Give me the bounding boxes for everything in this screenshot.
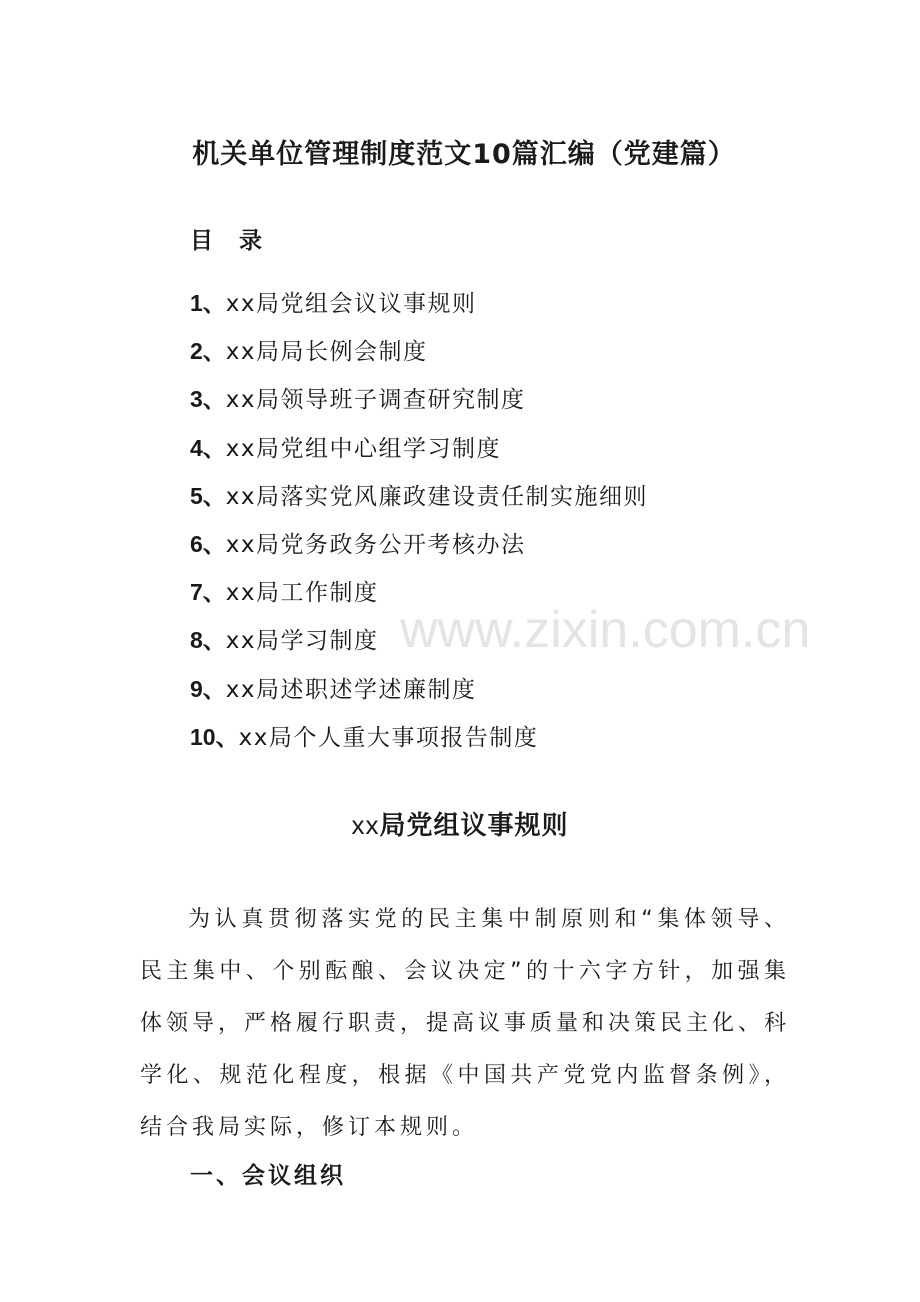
toc-item-text: xx局个人重大事项报告制度 [238, 724, 539, 751]
toc-item-text: xx局党组会议议事规则 [225, 291, 477, 317]
toc-item-number: 5、 [190, 482, 226, 509]
toc-item [190, 479, 648, 527]
toc-item [190, 334, 648, 382]
toc-item [190, 527, 648, 575]
toc-item-text: xx局述职述学述廉制度 [225, 676, 477, 703]
toc-item-number: 6、 [190, 530, 226, 557]
toc-item-number: 3、 [190, 386, 226, 413]
document-title: 机关单位管理制度范文10篇汇编（党建篇） [192, 139, 736, 170]
toc-item [190, 382, 648, 430]
table-of-contents [190, 286, 648, 768]
section-title [0, 805, 920, 842]
toc-item-text: xx局党务政务公开考核办法 [225, 531, 526, 558]
toc-heading: 目 录 [190, 228, 272, 254]
toc-item-number: 9、 [190, 675, 226, 702]
toc-item-text: xx局工作制度 [225, 580, 379, 607]
toc-item-number: 10、 [190, 723, 239, 750]
toc-item-number: 7、 [190, 579, 226, 606]
body-paragraph: 为认真贯彻落实党的民主集中制原则和“集体领导、民主集中、个别酝酿、会议决定”的十六字方针，加强集体领导，严格履行职责，提高议事质量和决策民主化、科学化、规范化程度，根据《中国共产党党内监督条例》，结合我局实际，修订本规则。 [140, 907, 791, 1140]
toc-item-number: 4、 [190, 434, 226, 461]
toc-item [190, 286, 648, 334]
section-subheading: 一、会议组织 [190, 1163, 346, 1189]
section-title-prefix: xx [351, 810, 380, 840]
toc-item-text: xx局学习制度 [225, 628, 379, 655]
section-title-text: 局党组议事规则 [379, 811, 569, 841]
toc-item [190, 431, 648, 479]
toc-item-number: 8、 [190, 627, 226, 654]
toc-item-text: xx局局长例会制度 [225, 339, 428, 366]
toc-item-number: 1、 [190, 290, 226, 316]
toc-item-number: 2、 [190, 338, 226, 365]
toc-item [190, 720, 648, 768]
toc-item-text: xx局党组中心组学习制度 [225, 435, 502, 462]
watermark-text: www.zixin.com.cn [400, 601, 811, 659]
toc-item-text: xx局落实党风廉政建设责任制实施细则 [225, 483, 649, 510]
toc-item-text: xx局领导班子调查研究制度 [225, 387, 526, 414]
toc-item [190, 672, 648, 720]
